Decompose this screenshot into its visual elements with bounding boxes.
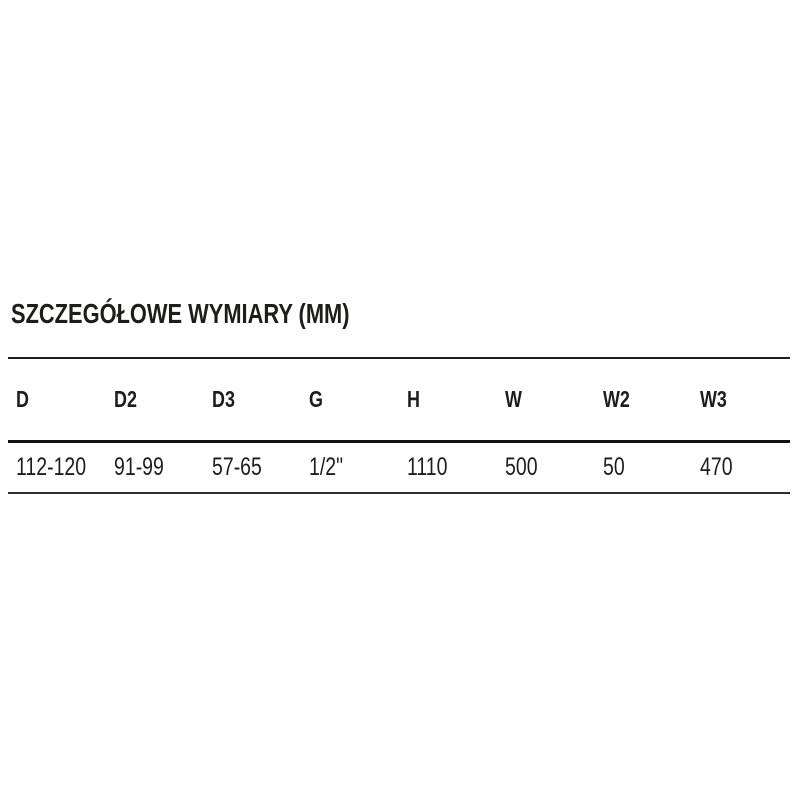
table-row: [8, 441, 790, 493]
table-head: [8, 358, 790, 441]
column-header-d3: [204, 358, 302, 441]
column-header-w-label: W: [504, 385, 522, 412]
cell-d3: [204, 441, 302, 493]
cell-d2: [106, 441, 204, 493]
column-header-w: [497, 358, 595, 441]
cell-d-value: 112-120: [16, 452, 87, 481]
cell-h-value: 1110: [407, 452, 448, 481]
header-row: [8, 358, 790, 441]
cell-d2-value: 91-99: [113, 452, 164, 481]
column-header-w3-label: W3: [700, 385, 728, 412]
cell-w3-value: 470: [700, 452, 733, 481]
column-header-g-label: G: [309, 385, 324, 412]
column-header-g: [301, 358, 399, 441]
cell-g: [301, 441, 399, 493]
section-title-text: SZCZEGÓŁOWE WYMIARY (MM): [11, 298, 350, 329]
dimensions-table: [8, 357, 790, 494]
cell-w3: [692, 441, 790, 493]
column-header-d2: [106, 358, 204, 441]
cell-h: [399, 441, 497, 493]
column-header-h-label: H: [407, 385, 420, 412]
cell-w-value: 500: [504, 452, 538, 481]
section-title: [11, 297, 445, 331]
column-header-w2: [595, 358, 693, 441]
cell-d3-value: 57-65: [211, 452, 262, 481]
cell-w2-value: 50: [602, 452, 625, 481]
column-header-h: [399, 358, 497, 441]
column-header-d3-label: D3: [211, 385, 235, 412]
cell-w: [497, 441, 595, 493]
cell-w2: [595, 441, 693, 493]
cell-d: [8, 441, 106, 493]
column-header-w3: [692, 358, 790, 441]
column-header-d: [8, 358, 106, 441]
column-header-d-label: D: [16, 385, 29, 412]
column-header-d2-label: D2: [113, 385, 137, 412]
table-body: [8, 441, 790, 493]
column-header-w2-label: W2: [602, 385, 630, 412]
cell-g-value: 1/2": [309, 452, 344, 481]
